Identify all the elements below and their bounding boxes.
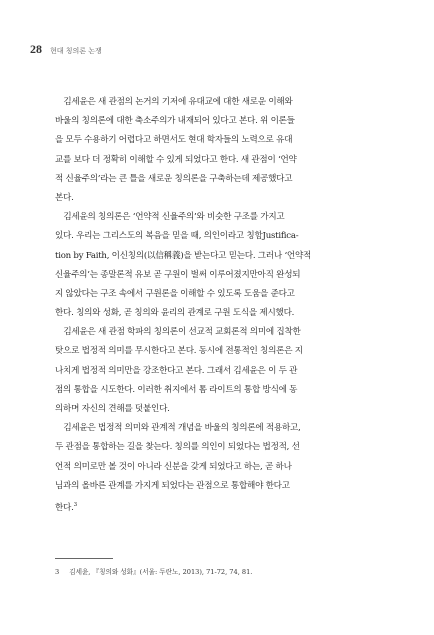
text-line: 탓으로 법정적 의미를 무시한다고 본다. 동시에 전통적인 칭의론은 지 [55, 346, 303, 357]
text-line: 을 모두 수용하기 어렵다고 하면서도 현대 학자들의 노력으로 유대 [55, 135, 293, 146]
page-header [30, 42, 102, 57]
footnote-divider [55, 558, 113, 559]
text-line: 의하며 자신의 견해를 덧붙인다. [55, 404, 170, 414]
text-line: 본다. [55, 192, 74, 203]
body-text [55, 93, 380, 515]
footnote [55, 566, 252, 576]
text-line: 김세윤의 칭의론은 ‘언약적 신율주의’와 비슷한 구조를 가지고 [55, 212, 285, 223]
running-title: 현대 칭의론 논쟁 [50, 47, 102, 55]
page-number: 28 [30, 42, 42, 56]
text-line: 점의 통합을 시도한다. 이러한 취지에서 톰 라이트의 통합 방식에 동 [55, 384, 298, 395]
text-line: 김세윤은 새 관점 학파의 칭의론이 선교적 교회론적 의미에 집착한 [55, 327, 301, 338]
text-line: 신율주의’는 종말론적 유보 곧 구원이 벌써 이루어졌지만아직 완성되 [55, 269, 301, 280]
text-line: tion by Faith, 이신칭의(以信稱義)을 받는다고 믿는다. 그러나 ‘언약적 [55, 250, 312, 261]
text-line: 두 관점을 통합하는 길을 찾는다. 칭의를 의인이 되었다는 법정적, 선 [55, 442, 300, 453]
text-line: 나치게 법정적 의미만을 강조한다고 본다. 그래서 김세윤은 이 두 관 [55, 365, 298, 376]
text-line: 바울의 칭의론에 대한 축소주의가 내재되어 있다고 본다. 위 이론들 [55, 116, 295, 127]
text-line: 님과의 올바른 관계를 가지게 되었다는 관점으로 통합해야 한다고 [55, 480, 290, 491]
footnote-text: 김세윤, 『칭의와 성화』(서울: 두란노, 2013), 71-72, 74, 81. [69, 568, 253, 576]
text-line: 김세윤은 법정적 의미와 관계적 개념을 바울의 칭의론에 적용하고, [55, 423, 301, 434]
footnote-number: 3 [55, 568, 60, 576]
footnote-marker[interactable]: 3 [73, 501, 77, 508]
text-line: 있다. 우리는 그리스도의 복음을 믿을 때, 의인이라고 칭함Justifica- [55, 231, 299, 242]
text-line: 한다. 칭의와 성화, 곧 칭의와 윤리의 관계로 구원 도식을 제시했다. [55, 308, 295, 319]
text-line: 적 신율주의’라는 큰 틀을 새로운 칭의론을 구축하는데 제공했다고 [55, 173, 293, 184]
last-line-text: 한다. [55, 502, 74, 513]
text-line: 지 않았다는 구조 속에서 구원론을 이해할 수 있도록 도움을 준다고 [55, 288, 295, 299]
text-line [55, 496, 380, 515]
text-line: 교를 보다 더 정확히 이해할 수 있게 되었다고 한다. 새 관점이 ‘언약 [55, 154, 297, 165]
text-line: 김세윤은 새 관점의 논거의 기저에 유대교에 대한 새로운 이해와 [55, 97, 293, 107]
text-line: 언적 의미로만 볼 것이 아니라 신분을 갖게 되었다고 하는, 곧 하나 [55, 461, 292, 472]
